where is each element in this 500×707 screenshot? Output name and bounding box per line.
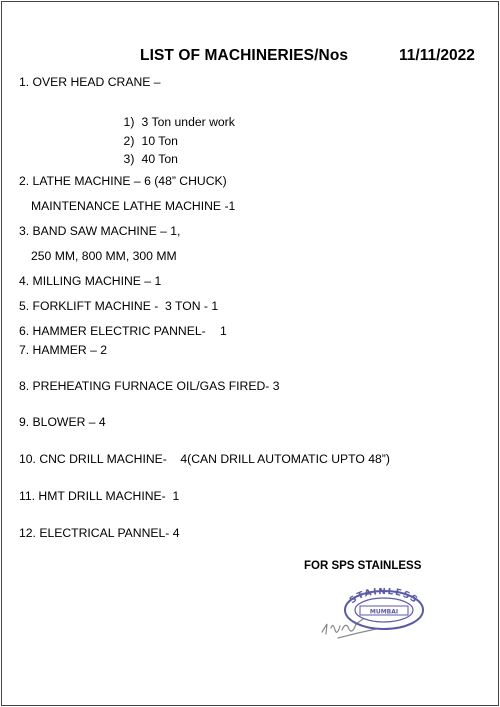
stamp-arc-text: STAINLESS <box>348 588 420 607</box>
crane-sub-num: 3) <box>123 152 135 166</box>
item-band-saw-sizes: 250 MM, 800 MM, 300 MM <box>31 249 177 263</box>
signature-scribble <box>322 619 376 638</box>
crane-sub-num: 2) <box>123 134 135 148</box>
item-blower: 9. BLOWER – 4 <box>19 415 106 429</box>
stamp-center-text: MUMBAI <box>369 608 399 616</box>
item-milling-machine: 4. MILLING MACHINE – 1 <box>19 274 162 288</box>
item-forklift: 5. FORKLIFT MACHINE - 3 TON - 1 <box>19 299 219 313</box>
document-page <box>1 1 499 706</box>
item-lathe-machine: 2. LATHE MACHINE – 6 (48” CHUCK) <box>19 174 227 188</box>
crane-sub-num: 1) <box>123 115 135 129</box>
crane-sub-text: 3 Ton under work <box>141 115 235 129</box>
item-hammer: 7. HAMMER – 2 <box>19 343 108 357</box>
item-cnc-drill: 10. CNC DRILL MACHINE- 4(CAN DRILL AUTOMATIC UPTO 48”) <box>19 452 390 466</box>
item-hmt-drill: 11. HMT DRILL MACHINE- 1 <box>19 489 180 503</box>
item-maintenance-lathe: MAINTENANCE LATHE MACHINE -1 <box>31 199 236 213</box>
signatory-line: FOR SPS STAINLESS <box>304 560 422 572</box>
item-overhead-crane: 1. OVER HEAD CRANE – <box>19 75 161 89</box>
document-date: 11/11/2022 <box>399 47 475 64</box>
document-title: LIST OF MACHINERIES/Nos <box>140 47 349 64</box>
item-band-saw: 3. BAND SAW MACHINE – 1, <box>19 224 181 238</box>
item-hammer-electric-panel: 6. HAMMER ELECTRIC PANNEL- <box>19 324 206 338</box>
item-electrical-panel: 12. ELECTRICAL PANNEL- 4 <box>19 526 180 540</box>
company-stamp <box>318 588 430 644</box>
item-preheating-furnace: 8. PREHEATING FURNACE OIL/GAS FIRED- 3 <box>19 379 280 393</box>
crane-sub-text: 10 Ton <box>141 134 178 148</box>
stamp-graphic <box>318 588 430 644</box>
hammer-panel-quantity: 1 <box>220 324 227 338</box>
crane-sub-text: 40 Ton <box>141 152 178 166</box>
